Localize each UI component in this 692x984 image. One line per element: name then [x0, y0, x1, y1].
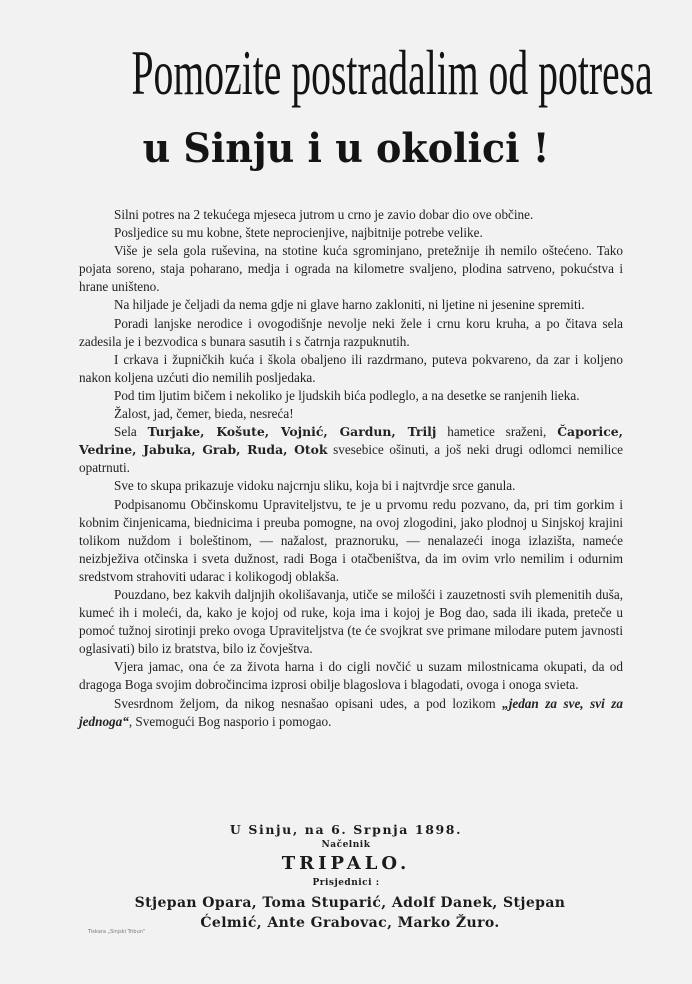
assessors-label: Prisjednici :: [312, 878, 380, 888]
appeal-body: [79, 206, 623, 731]
mayor-label: Načelnik: [321, 840, 371, 850]
paragraph: Pouzdano, bez kakvih daljnjih okolišavanja, utiče se milošći i zauzetnosti svih plemenitih duša, kumeć ih i moleći, da, kako je kojoj od ruke, koja ima i kojoj je Bog dao, sada ili ikada, preteče u pomoć tužnoj sirotinji preko ovoga Upraviteljstva (te će svojkrat sve primane milodare putem javnosti oglasivati) bilo iz bratstva, bilo iz čovještva.: [79, 586, 623, 657]
paragraph: Žalost, jad, čemer, bieda, nesreća!: [114, 406, 294, 422]
paragraph: Vjera jamac, ona će za života harna i do cigli novčić u suzam milostnicama okupati, da od dragoga Boga svojim dobročincima izprosi obilje blagoslova i blagodati, ovoga i onoga svieta.: [79, 659, 623, 693]
paragraph: Posljedice su mu kobne, štete neprocienjive, najbitnije potrebe velike.: [114, 225, 483, 241]
mayor-name: TRIPALO.: [281, 853, 411, 874]
paragraph-closing: [79, 695, 623, 731]
poster-title: Pomozite postradalim od potresa: [131, 37, 653, 108]
villages-destroyed: Turjake, Košute, Vojnić, Gardun, Trilj: [147, 424, 437, 440]
paragraph: Više je sela gola ruševina, na stotine kuća sgrominjano, pretežnije ih nemilo oštećeno. Tako pojata soreno, staja poharano, medja i ograda na kilometre svaljeno, plodina satrveno, pokućstva i hrane uništeno.: [79, 243, 623, 295]
villages-tail: svesebice ošinuti, a još neki drugi odlomci nemilice opatrnuti.: [79, 442, 623, 476]
paragraph: I crkava i župničkih kuća i škola obaljeno ili razdrmano, puteva pokvareno, da zar i koljeno nakon koljena uzćuti dio nemilih posljedaka.: [79, 351, 623, 385]
place-date: U Sinju, na 6. Srpnja 1898.: [229, 822, 463, 837]
printer-mark: Tiskara „Sinjski Tribun“: [88, 929, 146, 935]
paragraph: Podpisanomu Občinskomu Upraviteljstvu, te je u prvomu redu pozvano, da, pri tim gorkim i kobnim činjenicama, biednicima i preuba pomogne, na ovoj zlogodini, jako plodnoj u Sinjskoj krajini tolikom nuždom i boleštinom, — nažalost, praznoruku, — nenalazeći inoga izlazišta, nameće neizbježiva otčinska i sveta dužnost, radi Boga i otačbeništva, da im ovim vrlo nemilim i odurnim sredstvom strahoviti udarac i kolikogodj oblakša.: [79, 496, 623, 584]
paragraph: Poradi lanjske nerodice i ovogodišnje nevolje neki žele i crnu koru kruha, a po čitava sela zadesila je i bezvodica s bunara sasutih i s čatrnja razpuknutih.: [79, 315, 623, 349]
closing-tail: , Svemogući Bog nasporio i pomogao.: [128, 713, 332, 729]
villages-lead: Sela: [114, 424, 148, 440]
poster-subtitle: u Sinju i u okolici !: [142, 125, 550, 172]
paragraph: Pod tim ljutim bičem i nekoliko je ljudskih bića podleglo, a na desetke se ranjenih lieka.: [114, 387, 580, 403]
paragraph: Sve to skupa prikazuje vidoku najcrnju sliku, koja bi i najtvrdje srce ganula.: [114, 478, 516, 494]
closing-lead: Svesrdnom željom, da nikog nesnašao opisani udes, a pod lozikom: [114, 695, 503, 711]
motto: „jedan za sve, svi za jednoga“: [79, 695, 623, 729]
villages-damaged: Čaporice, Vedrine, Jabuka, Grab, Ruda, Otok: [79, 424, 623, 458]
paragraph-villages: [79, 423, 623, 477]
paragraph: Na hiljade je čeljadi da nema gdje ni glave harno zakloniti, ni ljetine ni jesenine spremiti.: [114, 297, 585, 313]
assessors-names: Stjepan Opara, Toma Stuparić, Adolf Danek, Stjepan Ćelmić, Ante Grabovac, Marko Žuro.: [134, 895, 566, 931]
paragraph: Silni potres na 2 tekućega mjeseca jutrom u crno je zavio dobar dio ove občine.: [114, 207, 534, 222]
villages-mid: hametice sraženi,: [436, 424, 558, 440]
